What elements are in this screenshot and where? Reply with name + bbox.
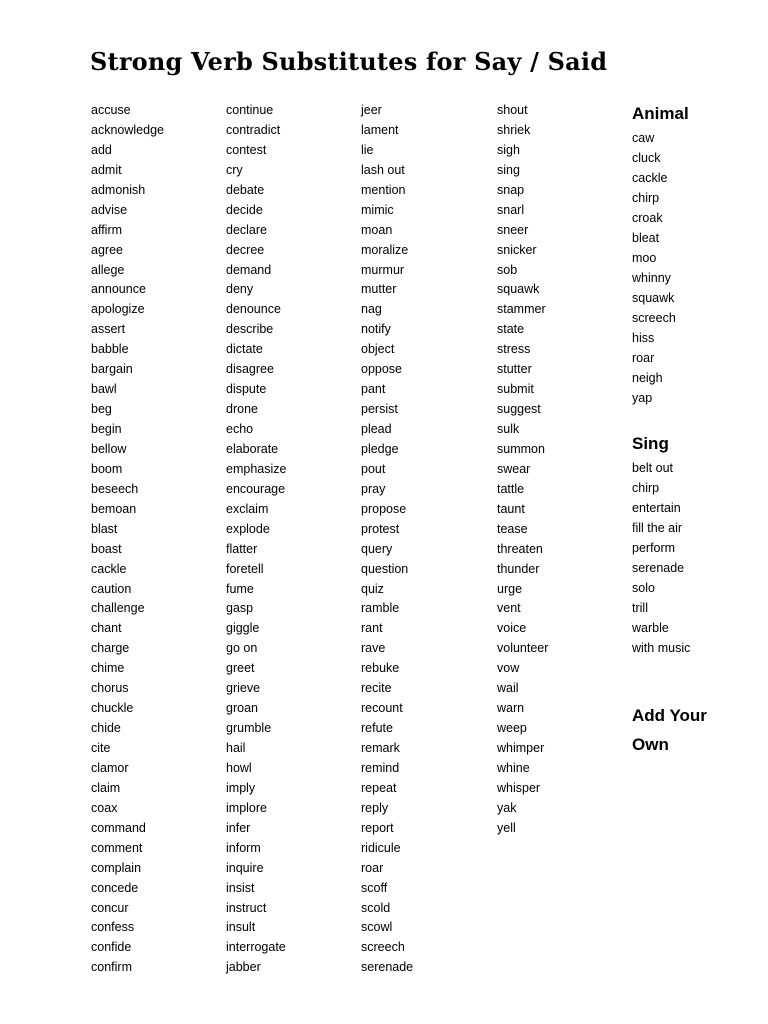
word-item: moralize	[361, 242, 409, 257]
word-item: trill	[632, 601, 648, 615]
word-item: denounce	[226, 302, 281, 317]
word-item: scowl	[361, 920, 393, 935]
word-item: boom	[91, 461, 123, 476]
word-item: stress	[497, 342, 531, 357]
word-item: jabber	[226, 960, 261, 975]
word-item: coax	[91, 800, 118, 815]
word-item: add	[91, 142, 112, 157]
word-item: lie	[361, 142, 374, 157]
word-item: blast	[91, 521, 118, 536]
word-item: dictate	[226, 342, 263, 357]
word-item: comment	[91, 840, 143, 855]
sing-heading: Sing	[632, 434, 669, 453]
word-item: question	[361, 561, 409, 576]
word-item: mutter	[361, 282, 397, 297]
word-item: caw	[632, 131, 655, 145]
word-item: ridicule	[361, 840, 401, 855]
word-item: howl	[226, 760, 252, 775]
word-item: drone	[226, 402, 258, 417]
word-item: insult	[226, 920, 256, 935]
word-item: screech	[361, 940, 405, 955]
word-item: snap	[497, 182, 525, 197]
word-column-3	[361, 100, 413, 977]
word-item: tease	[497, 521, 528, 536]
word-item: sulk	[497, 422, 520, 436]
word-column-4	[497, 100, 548, 838]
word-item: imply	[226, 780, 256, 795]
word-item: stammer	[497, 302, 546, 317]
word-item: concur	[91, 900, 129, 915]
word-item: bemoan	[91, 501, 137, 516]
word-item: volunteer	[497, 641, 549, 656]
word-item: object	[361, 342, 395, 357]
word-item: cry	[226, 162, 243, 177]
word-item: confide	[91, 940, 132, 955]
word-item: sob	[497, 262, 518, 277]
word-item: entertain	[632, 501, 681, 515]
page-title: Strong Verb Substitutes for Say / Said	[90, 47, 608, 76]
word-item: persist	[361, 402, 398, 417]
word-item: lash out	[361, 162, 405, 177]
word-item: neigh	[632, 371, 663, 385]
word-item: jeer	[361, 103, 382, 117]
word-item: emphasize	[226, 461, 287, 476]
word-item: reply	[361, 800, 389, 815]
word-item: cluck	[632, 151, 661, 165]
word-item: chime	[91, 661, 125, 676]
word-item: charge	[91, 641, 130, 656]
word-item: protest	[361, 521, 400, 536]
word-item: implore	[226, 800, 267, 815]
word-item: acknowledge	[91, 122, 164, 137]
word-item: mimic	[361, 202, 394, 217]
word-item: chuckle	[91, 701, 134, 716]
word-item: screech	[632, 311, 676, 325]
word-item: apologize	[91, 302, 145, 317]
word-item: beg	[91, 402, 112, 417]
word-item: squawk	[497, 282, 540, 297]
word-item: repeat	[361, 780, 397, 795]
animal-heading: Animal	[632, 104, 689, 123]
word-item: sneer	[497, 222, 529, 237]
word-column-1	[91, 100, 164, 977]
word-item: gasp	[226, 601, 254, 616]
word-item: bawl	[91, 382, 117, 397]
word-item: remark	[361, 741, 400, 755]
word-item: advise	[91, 202, 128, 217]
word-item: recount	[361, 701, 403, 716]
word-item: moan	[361, 222, 393, 237]
word-item: shout	[497, 103, 528, 117]
word-item: chant	[91, 621, 122, 636]
word-item: rave	[361, 641, 386, 656]
word-item: cackle	[632, 171, 668, 185]
word-item: taunt	[497, 501, 525, 516]
word-item: hail	[226, 741, 246, 755]
word-item: yap	[632, 391, 653, 405]
word-item: beseech	[91, 481, 139, 496]
add-your-own-heading: Add Your Own	[632, 706, 707, 754]
word-item: admit	[91, 162, 122, 177]
word-item: yak	[497, 800, 517, 815]
word-item: submit	[497, 382, 534, 397]
word-item: claim	[91, 780, 121, 795]
word-item: continue	[226, 103, 274, 117]
word-item: whimper	[497, 741, 545, 755]
word-item: grieve	[226, 681, 261, 696]
word-item: scold	[361, 900, 391, 915]
word-item: plead	[361, 422, 392, 436]
sing-list	[632, 458, 690, 658]
word-item: assert	[91, 322, 126, 337]
word-item: affirm	[91, 222, 123, 237]
word-item: chide	[91, 721, 121, 736]
word-item: wail	[497, 681, 519, 696]
word-item: query	[361, 541, 393, 556]
word-item: roar	[632, 351, 655, 365]
word-item: deny	[226, 282, 254, 297]
word-item: fume	[226, 581, 254, 596]
word-item: warn	[497, 701, 525, 716]
word-item: fill the air	[632, 521, 683, 535]
word-item: scoff	[361, 880, 388, 895]
word-item: rant	[361, 621, 383, 636]
word-item: dispute	[226, 382, 267, 397]
word-item: whinny	[632, 271, 671, 285]
word-item: boast	[91, 541, 122, 556]
word-item: oppose	[361, 362, 403, 377]
word-item: admonish	[91, 182, 146, 197]
word-item: exclaim	[226, 501, 269, 516]
word-item: elaborate	[226, 441, 279, 456]
word-item: warble	[632, 621, 669, 635]
word-item: remind	[361, 760, 400, 775]
word-item: grumble	[226, 721, 272, 736]
word-item: declare	[226, 222, 267, 237]
word-item: roar	[361, 860, 384, 875]
word-item: state	[497, 322, 525, 337]
word-item: propose	[361, 501, 407, 516]
word-item: belt out	[632, 461, 674, 475]
word-item: serenade	[632, 561, 685, 575]
animal-section	[632, 100, 689, 408]
word-item: cackle	[91, 561, 127, 576]
word-item: inquire	[226, 860, 264, 875]
word-item: suggest	[497, 402, 541, 417]
word-item: challenge	[91, 601, 145, 616]
word-item: giggle	[226, 621, 260, 636]
word-item: solo	[632, 581, 655, 595]
word-item: pledge	[361, 441, 399, 456]
word-item: agree	[91, 242, 123, 257]
word-item: describe	[226, 322, 274, 337]
word-item: snarl	[497, 202, 525, 217]
word-item: refute	[361, 721, 393, 736]
word-item: go on	[226, 641, 258, 656]
word-item: inform	[226, 840, 261, 855]
word-item: foretell	[226, 561, 264, 576]
word-item: chirp	[632, 481, 660, 495]
word-item: explode	[226, 521, 270, 536]
word-item: pant	[361, 382, 386, 397]
animal-list	[632, 128, 689, 408]
word-item: sing	[497, 162, 520, 177]
word-item: announce	[91, 282, 146, 297]
word-item: thunder	[497, 561, 540, 576]
word-item: mention	[361, 182, 406, 197]
sing-section	[632, 430, 690, 658]
word-item: yell	[497, 820, 516, 835]
word-item: accuse	[91, 103, 131, 117]
word-item: weep	[497, 721, 527, 736]
word-item: confess	[91, 920, 135, 935]
word-item: stutter	[497, 362, 532, 377]
word-item: command	[91, 820, 146, 835]
word-item: summon	[497, 441, 545, 456]
word-item: sigh	[497, 142, 520, 157]
word-item: croak	[632, 211, 663, 225]
word-item: quiz	[361, 581, 384, 596]
word-item: begin	[91, 422, 122, 436]
word-item: nag	[361, 302, 382, 317]
word-item: contest	[226, 142, 267, 157]
word-column-2	[226, 100, 286, 977]
word-item: ramble	[361, 601, 400, 616]
word-item: flatter	[226, 541, 258, 556]
word-item: concede	[91, 880, 139, 895]
word-item: bleat	[632, 231, 660, 245]
word-item: contradict	[226, 122, 281, 137]
word-item: urge	[497, 581, 523, 596]
word-item: encourage	[226, 481, 286, 496]
word-item: pray	[361, 481, 386, 496]
word-item: swear	[497, 461, 531, 476]
word-item: shriek	[497, 122, 531, 137]
word-item: pout	[361, 461, 386, 476]
add-your-own-section	[632, 701, 732, 759]
word-item: insist	[226, 880, 255, 895]
word-item: perform	[632, 541, 676, 555]
word-item: chirp	[632, 191, 660, 205]
word-item: notify	[361, 322, 391, 337]
word-item: caution	[91, 581, 132, 596]
word-item: groan	[226, 701, 258, 716]
word-item: cite	[91, 741, 111, 755]
word-item: allege	[91, 262, 125, 277]
word-item: chorus	[91, 681, 129, 696]
word-item: whisper	[497, 780, 541, 795]
word-item: with music	[632, 641, 691, 655]
word-item: instruct	[226, 900, 267, 915]
word-item: demand	[226, 262, 272, 277]
word-item: decree	[226, 242, 265, 257]
word-item: vent	[497, 601, 521, 616]
word-item: lament	[361, 122, 399, 137]
word-item: moo	[632, 251, 657, 265]
word-item: whine	[497, 760, 530, 775]
word-item: threaten	[497, 541, 543, 556]
word-item: debate	[226, 182, 265, 197]
word-item: voice	[497, 621, 527, 636]
word-item: snicker	[497, 242, 537, 257]
word-item: tattle	[497, 481, 525, 496]
word-item: bellow	[91, 441, 127, 456]
word-item: squawk	[632, 291, 675, 305]
word-item: disagree	[226, 362, 274, 377]
word-item: echo	[226, 422, 254, 436]
word-item: vow	[497, 661, 520, 676]
word-item: bargain	[91, 362, 133, 377]
word-item: greet	[226, 661, 255, 676]
word-item: rebuke	[361, 661, 400, 676]
word-item: clamor	[91, 760, 129, 775]
word-item: recite	[361, 681, 392, 696]
word-item: decide	[226, 202, 263, 217]
word-item: hiss	[632, 331, 655, 345]
word-item: interrogate	[226, 940, 286, 955]
word-item: serenade	[361, 960, 414, 975]
word-item: complain	[91, 860, 142, 875]
word-item: infer	[226, 820, 251, 835]
word-item: murmur	[361, 262, 405, 277]
word-item: confirm	[91, 960, 132, 975]
word-item: babble	[91, 342, 129, 357]
word-item: report	[361, 820, 394, 835]
